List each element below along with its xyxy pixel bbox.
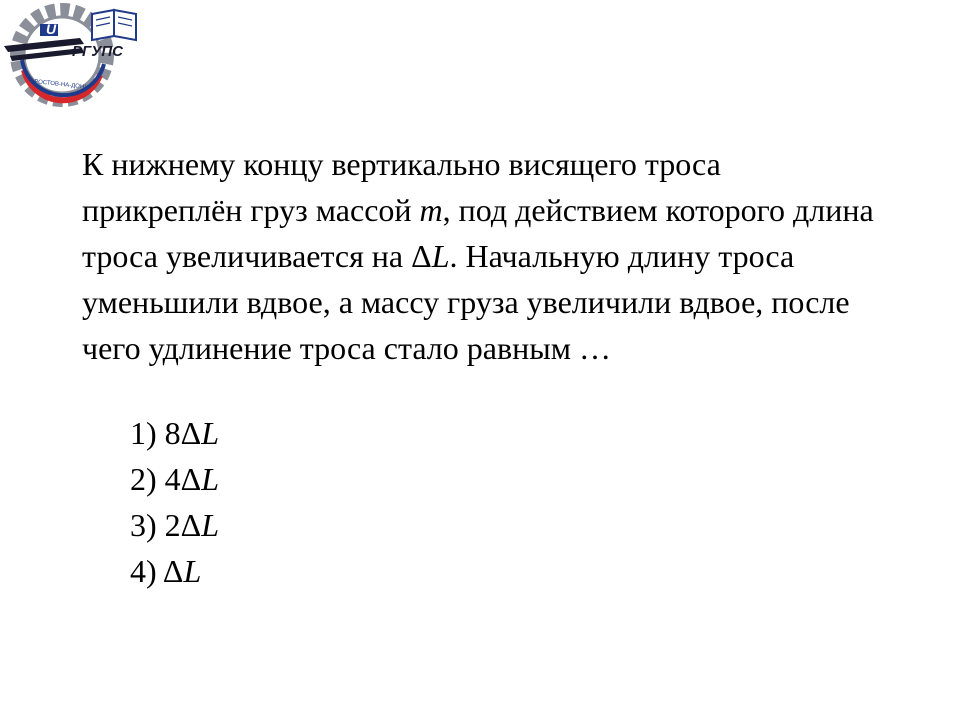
option-prefix: 1) 8: [130, 415, 181, 451]
delta-symbol: Δ: [180, 461, 202, 497]
book-icon: [92, 10, 136, 40]
variable-L: L: [201, 461, 220, 497]
answer-option-3[interactable]: [130, 502, 219, 548]
answer-option-1[interactable]: [130, 410, 219, 456]
option-prefix: 2) 4: [130, 461, 181, 497]
answer-options: [130, 410, 219, 594]
delta-symbol: Δ: [180, 507, 202, 543]
question-part-2: , под действием которого длина троса увеличивается на: [82, 192, 874, 274]
logo-city: РОСТОВ-НА-ДОНУ: [33, 79, 89, 91]
delta-symbol: Δ: [180, 415, 202, 451]
variable-L: L: [201, 507, 220, 543]
university-logo: [0, 0, 140, 110]
question-part-1: К нижнему концу вертикально висящего троса прикреплён груз массой: [82, 146, 721, 228]
answer-option-4[interactable]: [130, 548, 219, 594]
option-prefix: 4): [130, 553, 163, 589]
option-prefix: 3) 2: [130, 507, 181, 543]
question-part-3: . Начальную длину троса уменьшили вдвое, а массу груза увеличили вдвое, после чего удлинение троса стало равным …: [82, 238, 850, 366]
answer-option-2[interactable]: [130, 456, 219, 502]
delta-symbol: Δ: [411, 238, 432, 274]
variable-L: L: [431, 238, 450, 274]
question-paragraph: [82, 141, 882, 371]
variable-L: L: [183, 553, 202, 589]
question-text: [82, 141, 882, 371]
variable-L: L: [201, 415, 220, 451]
logo-name: РГУПС: [72, 43, 123, 60]
variable-m: m: [419, 192, 443, 228]
delta-symbol: Δ: [162, 553, 184, 589]
logo-initial: U: [46, 21, 57, 37]
